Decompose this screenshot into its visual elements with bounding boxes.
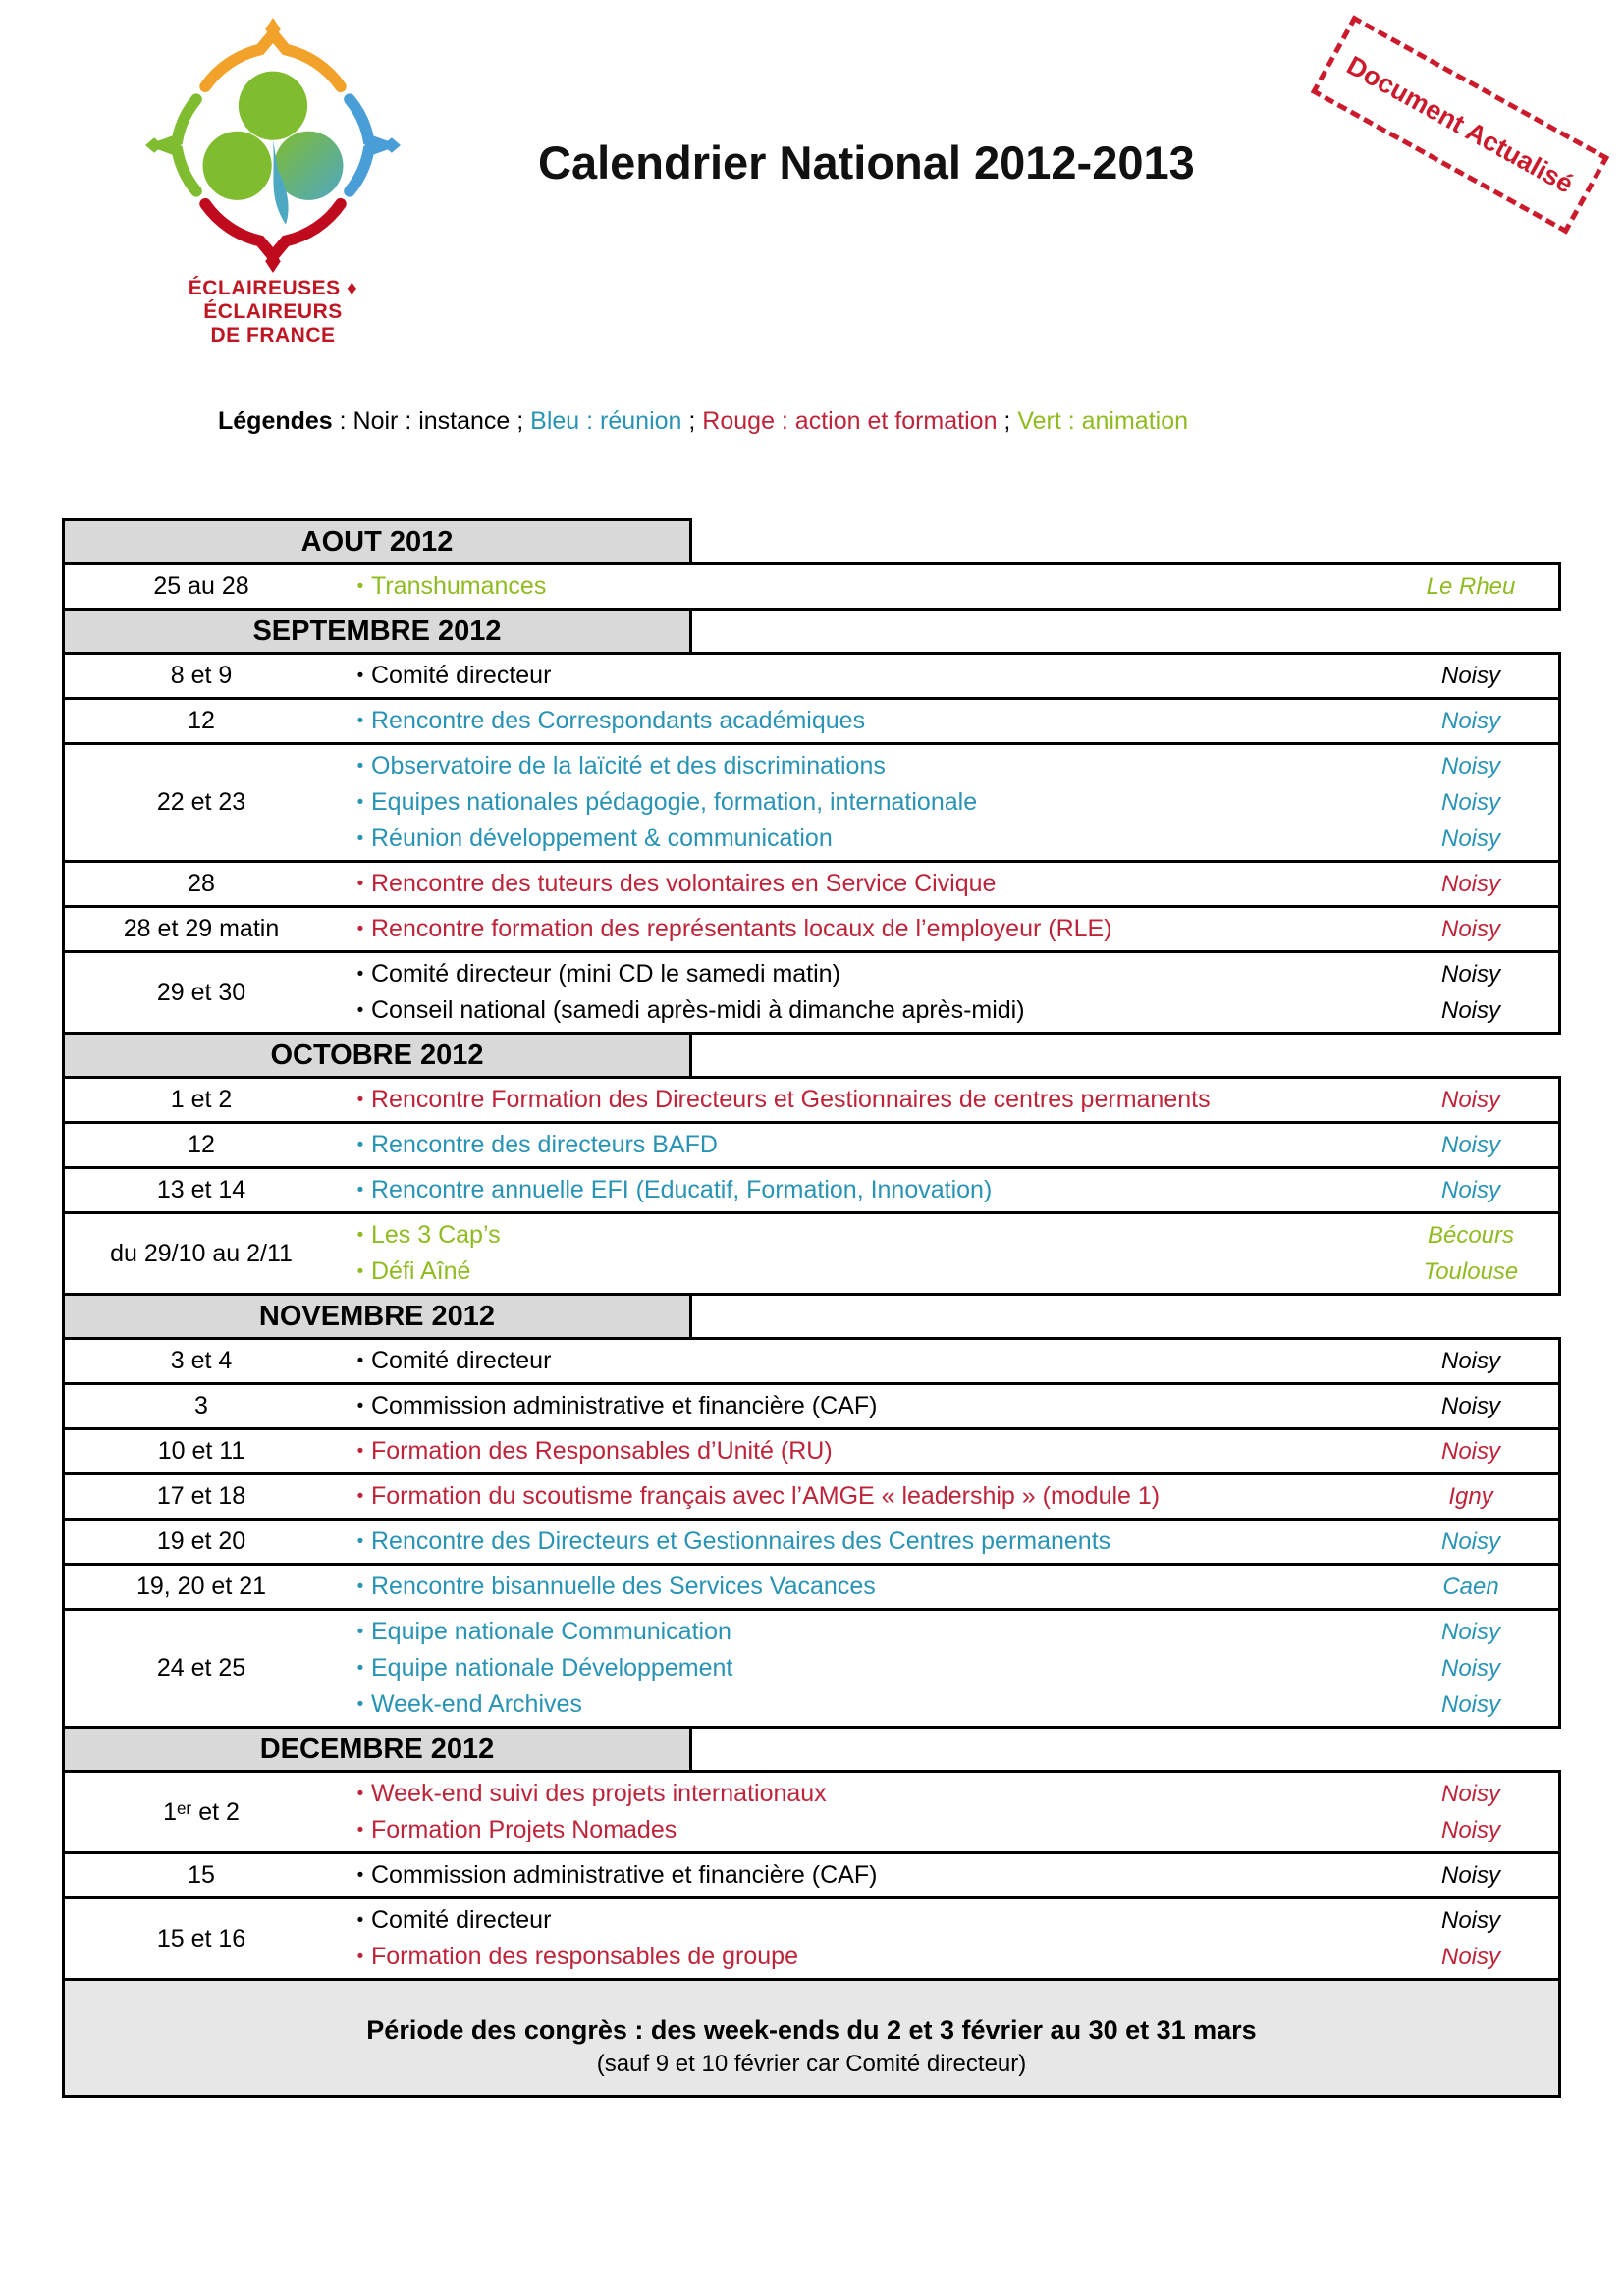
legend-segment: Vert : animation	[1017, 407, 1189, 435]
bullet-icon: •	[356, 918, 364, 939]
event-label: Formation des Responsables d’Unité (RU)	[371, 1437, 833, 1465]
event-location: Noisy	[1440, 1907, 1500, 1934]
event-label: Réunion développement & communication	[371, 825, 833, 852]
event-item	[338, 1650, 1383, 1686]
event-label: Transhumances	[371, 572, 547, 600]
event-item	[338, 1254, 1383, 1290]
calendar-row	[62, 742, 1561, 863]
row-events	[338, 1776, 1383, 1848]
row-events	[338, 1217, 1383, 1290]
legend	[218, 407, 1188, 436]
event-label: Rencontre des Correspondants académiques	[371, 707, 866, 734]
event-item	[338, 1569, 1383, 1605]
event-location: Noisy	[1440, 916, 1500, 942]
row-events	[338, 568, 1383, 605]
row-events	[338, 703, 1383, 739]
row-locations	[1383, 1523, 1558, 1560]
updated-stamp	[1311, 15, 1609, 234]
bullet-icon: •	[356, 1089, 364, 1110]
row-locations	[1383, 1902, 1558, 1975]
congress-period-line2: (sauf 9 et 10 février car Comité directeur)	[596, 2051, 1027, 2077]
bullet-icon: •	[356, 1909, 364, 1931]
event-label: Equipe nationale Communication	[371, 1618, 731, 1645]
event-label: Comité directeur	[371, 1347, 552, 1374]
event-location: Noisy	[1440, 997, 1500, 1024]
event-location: Bécours	[1427, 1222, 1515, 1249]
event-item	[338, 1082, 1383, 1118]
event-label: Rencontre annuelle EFI (Educatif, Formation, Innovation)	[371, 1176, 993, 1203]
event-item	[338, 748, 1383, 784]
calendar-row	[62, 950, 1561, 1035]
legend-segment: Bleu : réunion	[530, 407, 682, 435]
month-header: NOVEMBRE 2012	[62, 1293, 692, 1340]
event-location: Noisy	[1440, 1087, 1500, 1113]
calendar-table	[62, 518, 1561, 2098]
row-events	[338, 1478, 1383, 1515]
row-locations	[1383, 568, 1558, 605]
row-locations	[1383, 703, 1558, 739]
event-label: Commission administrative et financière (CAF)	[371, 1392, 878, 1419]
row-date: 1ᵉʳ et 2	[163, 1797, 240, 1826]
event-item	[338, 1776, 1383, 1812]
event-label: Rencontre Formation des Directeurs et Gestionnaires de centres permanents	[371, 1086, 1211, 1113]
month-header: SEPTEMBRE 2012	[62, 608, 692, 655]
event-item	[338, 1343, 1383, 1379]
event-location: Noisy	[1440, 1691, 1500, 1718]
bullet-icon: •	[356, 791, 364, 813]
bullet-icon: •	[356, 1179, 364, 1201]
row-events	[338, 1569, 1383, 1605]
event-label: Comité directeur	[371, 662, 552, 689]
event-item	[338, 1478, 1383, 1515]
row-locations	[1383, 1082, 1558, 1118]
event-label: Défi Aîné	[371, 1257, 471, 1285]
event-item	[338, 866, 1383, 902]
calendar-row	[62, 1608, 1561, 1729]
bullet-icon: •	[356, 1485, 364, 1507]
row-date: 28 et 29 matin	[123, 915, 280, 942]
event-location: Noisy	[1440, 1817, 1500, 1843]
event-label: Equipe nationale Développement	[371, 1654, 733, 1682]
row-events	[338, 1343, 1383, 1379]
shamrock-icon	[203, 72, 344, 225]
month-header: OCTOBRE 2012	[62, 1032, 692, 1079]
event-label: Rencontre des Directeurs et Gestionnaires des Centres permanents	[371, 1527, 1111, 1555]
org-name-line1: ÉCLAIREUSES ♦ ÉCLAIREURS	[188, 277, 358, 323]
row-date: 28	[188, 870, 215, 897]
event-location: Noisy	[1440, 1781, 1500, 1807]
row-locations	[1383, 1857, 1558, 1894]
legend-segment: ;	[681, 407, 703, 435]
row-date: 19 et 20	[156, 1527, 246, 1555]
calendar-row	[62, 1896, 1561, 1981]
row-locations	[1383, 866, 1558, 902]
event-item	[338, 703, 1383, 739]
calendar-row	[62, 1427, 1561, 1475]
bullet-icon: •	[356, 1864, 364, 1886]
compass-diamond-icons	[145, 18, 401, 273]
event-item	[338, 658, 1383, 694]
legend-segment: Rouge : action et formation	[702, 407, 998, 435]
bullet-icon: •	[356, 665, 364, 686]
calendar-row	[62, 1076, 1561, 1124]
legend-segments	[333, 407, 1188, 435]
bullet-icon: •	[356, 1350, 364, 1371]
row-locations	[1383, 1172, 1558, 1208]
row-events	[338, 1857, 1383, 1894]
event-item	[338, 1433, 1383, 1469]
calendar-row	[62, 1382, 1561, 1430]
event-location: Noisy	[1440, 1944, 1500, 1970]
event-location: Noisy	[1440, 871, 1500, 897]
row-events	[338, 658, 1383, 694]
calendar-row	[62, 1211, 1561, 1296]
event-location: Igny	[1448, 1483, 1493, 1510]
row-events	[338, 1433, 1383, 1469]
event-item	[338, 1388, 1383, 1424]
event-location: Le Rheu	[1426, 573, 1516, 600]
row-locations	[1383, 1776, 1558, 1848]
event-item	[338, 1857, 1383, 1894]
event-label: Formation des responsables de groupe	[371, 1943, 798, 1970]
calendar-row	[62, 1121, 1561, 1169]
event-item	[338, 992, 1383, 1029]
event-location: Noisy	[1440, 1393, 1500, 1419]
event-label: Observatoire de la laïcité et des discriminations	[371, 752, 886, 779]
org-name-line2: DE FRANCE	[210, 324, 336, 347]
row-date: 1 et 2	[170, 1086, 233, 1113]
event-item	[338, 568, 1383, 605]
row-events	[338, 1523, 1383, 1560]
row-date: 25 au 28	[153, 572, 249, 600]
event-item	[338, 1902, 1383, 1939]
row-date: 8 et 9	[170, 662, 233, 689]
calendar-row	[62, 1166, 1561, 1214]
bullet-icon: •	[356, 963, 364, 985]
calendar-row	[62, 1518, 1561, 1566]
row-locations	[1383, 1433, 1558, 1469]
calendar-row	[62, 1851, 1561, 1899]
row-date: 10 et 11	[157, 1437, 245, 1465]
bullet-icon: •	[356, 755, 364, 776]
bullet-icon: •	[356, 1783, 364, 1804]
event-label: Rencontre bisannuelle des Services Vacances	[371, 1573, 876, 1600]
bullet-icon: •	[356, 1260, 364, 1282]
bullet-icon: •	[356, 1819, 364, 1841]
event-item	[338, 821, 1383, 857]
event-label: Formation du scoutisme français avec l’AMGE « leadership » (module 1)	[371, 1482, 1161, 1510]
calendar-row	[62, 562, 1561, 611]
event-location: Noisy	[1440, 753, 1500, 779]
legend-segment: ;	[997, 407, 1018, 435]
eedf-logo	[145, 18, 401, 273]
event-location: Noisy	[1440, 1348, 1500, 1374]
calendar-row	[62, 1337, 1561, 1385]
event-location: Noisy	[1440, 1132, 1500, 1158]
calendar-row	[62, 1770, 1561, 1854]
row-date: 17 et 18	[156, 1482, 246, 1510]
row-date: 12	[188, 707, 215, 734]
event-location: Noisy	[1440, 961, 1500, 988]
event-label: Rencontre formation des représentants locaux de l’employeur (RLE)	[371, 915, 1112, 942]
row-date: du 29/10 au 2/11	[110, 1239, 293, 1267]
event-location: Noisy	[1440, 708, 1500, 734]
row-date: 12	[188, 1131, 215, 1158]
event-location: Noisy	[1440, 826, 1500, 852]
row-locations	[1383, 1217, 1558, 1290]
congress-period-box	[62, 1978, 1561, 2098]
event-label: Week-end Archives	[371, 1690, 582, 1718]
row-locations	[1383, 1569, 1558, 1605]
bullet-icon: •	[356, 1530, 364, 1552]
bullet-icon: •	[356, 828, 364, 849]
row-events	[338, 1172, 1383, 1208]
congress-period-line1: Période des congrès : des week-ends du 2 et 3 février au 30 et 31 mars	[366, 2015, 1257, 2045]
event-item	[338, 911, 1383, 947]
row-events	[338, 1614, 1383, 1723]
calendar-row	[62, 905, 1561, 953]
bullet-icon: •	[356, 1575, 364, 1597]
row-events	[338, 866, 1383, 902]
updated-stamp-text: Document Actualisé	[1341, 49, 1579, 199]
row-date: 13 et 14	[156, 1176, 246, 1203]
event-location: Noisy	[1440, 1862, 1500, 1889]
event-location: Noisy	[1440, 1438, 1500, 1465]
event-label: Comité directeur (mini CD le samedi matin)	[371, 960, 840, 988]
bullet-icon: •	[356, 999, 364, 1021]
row-events	[338, 1388, 1383, 1424]
row-events	[338, 1082, 1383, 1118]
row-locations	[1383, 1388, 1558, 1424]
event-item	[338, 1172, 1383, 1208]
bullet-icon: •	[356, 1621, 364, 1642]
legend-segment: : Noir : instance ;	[332, 407, 531, 435]
event-label: Les 3 Cap’s	[371, 1221, 501, 1249]
row-locations	[1383, 911, 1558, 947]
row-locations	[1383, 748, 1558, 857]
event-label: Commission administrative et financière (CAF)	[371, 1861, 878, 1889]
bullet-icon: •	[356, 1693, 364, 1715]
event-label: Conseil national (samedi après-midi à dimanche après-midi)	[371, 996, 1025, 1024]
event-label: Week-end suivi des projets internationaux	[371, 1780, 827, 1807]
event-location: Noisy	[1440, 1177, 1500, 1203]
month-header: AOUT 2012	[62, 518, 692, 565]
event-location: Noisy	[1440, 789, 1500, 816]
bullet-icon: •	[356, 575, 364, 597]
calendar-row	[62, 697, 1561, 745]
row-date: 22 et 23	[156, 788, 246, 816]
row-events	[338, 911, 1383, 947]
row-locations	[1383, 1478, 1558, 1515]
calendar-row	[62, 652, 1561, 700]
legend-label: Légendes	[218, 407, 333, 435]
event-label: Formation Projets Nomades	[371, 1816, 677, 1843]
event-item	[338, 784, 1383, 821]
event-item	[338, 1217, 1383, 1254]
row-date: 15	[188, 1861, 215, 1889]
bullet-icon: •	[356, 1395, 364, 1416]
event-label: Rencontre des directeurs BAFD	[371, 1131, 718, 1158]
bullet-icon: •	[356, 1657, 364, 1679]
row-locations	[1383, 1127, 1558, 1163]
row-date: 19, 20 et 21	[135, 1573, 267, 1600]
row-locations	[1383, 658, 1558, 694]
row-date: 29 et 30	[156, 978, 246, 1006]
row-events	[338, 956, 1383, 1029]
event-location: Caen	[1442, 1574, 1499, 1600]
event-item	[338, 1812, 1383, 1848]
event-label: Rencontre des tuteurs des volontaires en Service Civique	[371, 870, 997, 897]
calendar-row	[62, 1563, 1561, 1611]
event-item	[338, 1686, 1383, 1723]
event-label: Equipes nationales pédagogie, formation, internationale	[371, 788, 978, 816]
event-item	[338, 956, 1383, 992]
bullet-icon: •	[356, 1224, 364, 1246]
row-events	[338, 1127, 1383, 1163]
logo-block	[116, 18, 430, 347]
event-location: Noisy	[1440, 1619, 1500, 1645]
event-item	[338, 1523, 1383, 1560]
row-date: 24 et 25	[156, 1654, 246, 1682]
row-locations	[1383, 956, 1558, 1029]
row-date: 3	[194, 1392, 208, 1419]
event-item	[338, 1127, 1383, 1163]
event-location: Noisy	[1440, 1655, 1500, 1682]
row-locations	[1383, 1614, 1558, 1723]
row-events	[338, 748, 1383, 857]
event-location: Toulouse	[1423, 1258, 1519, 1285]
month-header: DECEMBRE 2012	[62, 1726, 692, 1773]
row-date: 3 et 4	[170, 1347, 233, 1374]
event-item	[338, 1614, 1383, 1650]
bullet-icon: •	[356, 1134, 364, 1155]
calendar-row	[62, 860, 1561, 908]
bullet-icon: •	[356, 710, 364, 731]
event-label: Comité directeur	[371, 1906, 552, 1934]
bullet-icon: •	[356, 1946, 364, 1967]
row-date: 15 et 16	[156, 1924, 246, 1952]
page-title: Calendrier National 2012-2013	[538, 136, 1195, 188]
bullet-icon: •	[356, 873, 364, 894]
row-locations	[1383, 1343, 1558, 1379]
event-item	[338, 1939, 1383, 1975]
bullet-icon: •	[356, 1440, 364, 1462]
event-location: Noisy	[1440, 663, 1500, 689]
calendar-row	[62, 1472, 1561, 1521]
event-location: Noisy	[1440, 1528, 1500, 1555]
row-events	[338, 1902, 1383, 1975]
